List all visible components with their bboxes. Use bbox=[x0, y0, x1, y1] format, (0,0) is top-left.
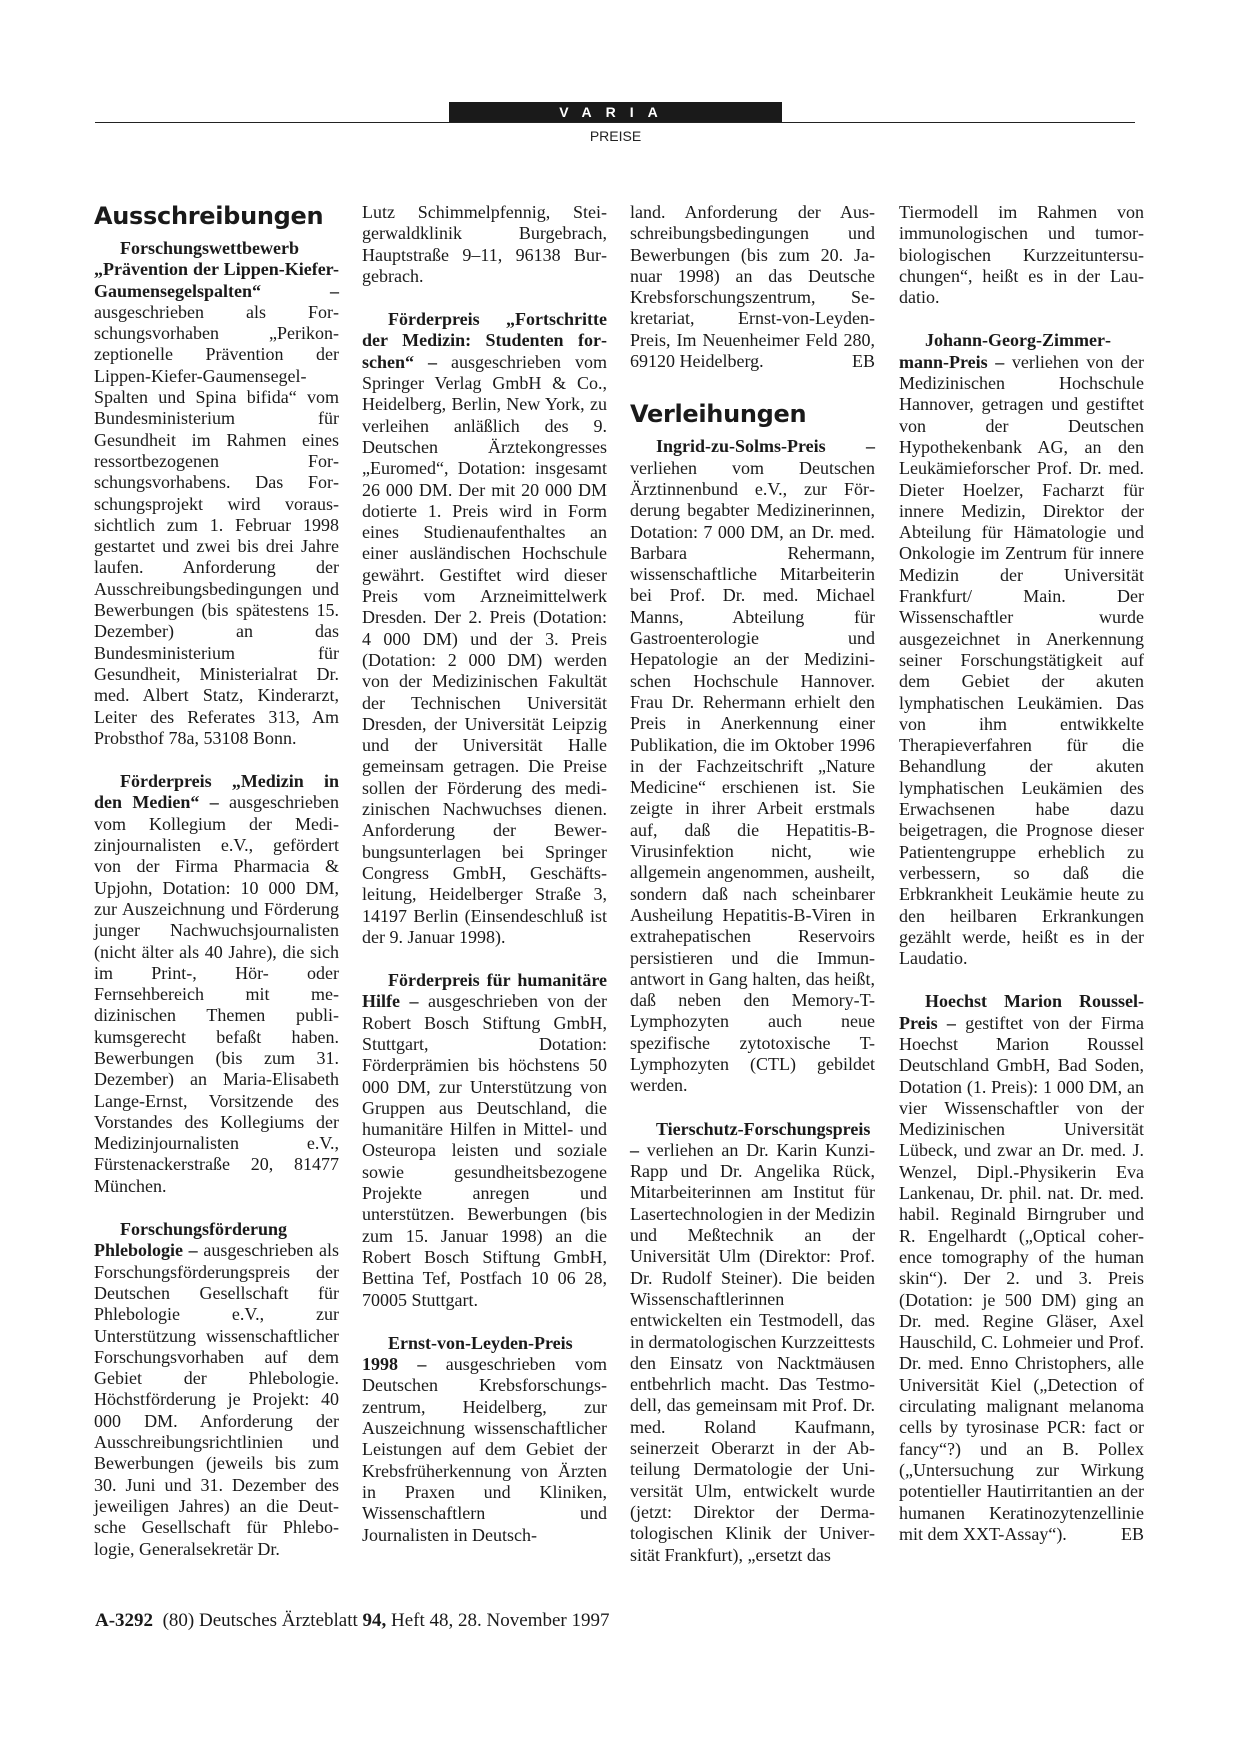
article-title: Forschungsförderung Phlebologie – bbox=[94, 1219, 288, 1261]
issue-date: Heft 48, 28. November 1997 bbox=[386, 1610, 610, 1631]
article-ernst-von-leyden bbox=[362, 1333, 607, 1546]
section-label: VARIA bbox=[449, 102, 782, 122]
article-body: ausgeschrieben als Forschungsförderungspreis der Deutschen Gesellschaft für Phlebologie e.V., zur Unterstützung wissenschaftlicher Forschungsvorhaben auf dem Gebiet der Phlebologie. Höchstförderung je Projekt: 40 000 DM. Anforderung der Ausschreibungsrichtlinien und Bewerbungen (jeweils bis zum 30. Juni und 31. Dezember des jeweiligen Jahres) an die Deutsche Gesellschaft für Phlebologie, Generalsekretär Dr. bbox=[94, 1240, 339, 1559]
article-zimmermann bbox=[899, 330, 1144, 969]
article-body: ausgeschrieben vom Springer Verlag GmbH & Co., Heidelberg, Berlin, New York, zu verleihen anläßlich des 9. Deutschen Ärztekongresses „Euromed“, Dotation: insgesamt 26 000 DM. Der mit 20 000 DM dotierte 1. Preis wird in Form eines Studienaufenthaltes an einer ausländischen Hochschule gewährt. Gestiftet wird dieser Preis vom Arzneimittelwerk Dresden. Der 2. Preis (Dotation: 4 000 DM) und der 3. Preis (Dotation: 2 000 DM) werden von der Medizinischen Fakultät der Technischen Universität Dresden, der Universität Leipzig und der Universität Halle gemeinsam getragen. Die Preise sollen der Förderung des medizinischen Nachwuchses dienen. Anforderung der Bewerbungsunterlagen bei Springer Congress GmbH, Geschäftsleitung, Heidelberger Straße 3, 14197 Berlin (Einsendeschluß ist der 9. Januar 1998). bbox=[362, 351, 607, 947]
column-1 bbox=[94, 202, 339, 1560]
page-code: A-3292 bbox=[95, 1610, 154, 1631]
page-footer bbox=[95, 1610, 610, 1632]
journal-name: (80) Deutsches Ärzteblatt bbox=[153, 1610, 363, 1631]
article-title: Johann-Georg-Zimmermann-Preis – bbox=[899, 330, 1111, 372]
column-4 bbox=[899, 202, 1144, 1545]
article-body: verliehen von der Medizinischen Hochschule Hannover, getragen und gestiftet von der Deutschen Hypothekenbank AG, an den Leukämieforscher Prof. Dr. med. Dieter Hoelzer, Facharzt für innere Medizin, Direktor der Abteilung für Hämatologie und Onkologie im Zentrum für innere Medizin der Universität Frankfurt/ Main. Der Wissenschaftler wurde ausgezeichnet in Anerkennung seiner Forschungstätigkeit auf dem Gebiet der akuten lymphatischen Leukämien. Das von ihm entwikkelte Therapieverfahren für die Behandlung der akuten lymphatischen Leukämien des Erwachsenen habe dazu beigetragen, die Prognose dieser Patientengruppe erheblich zu verbessern, so daß die Erbkrankheit Leukämie heute zu den heilbaren Erkrankungen gezählt werde, heißt es in der Laudatio. bbox=[899, 351, 1144, 969]
section-heading-verleihungen: Verleihungen bbox=[630, 400, 807, 429]
article-body: ausgeschrieben vom Deutschen Krebsforschungszentrum, Heidelberg, zur Auszeichnung wissenschaftlicher Leistungen auf dem Gebiet der Krebsfrüherkennung von Ärzten in Praxen und Kliniken, Wissenschaftlern und Journalisten in Deutsch- bbox=[362, 1354, 608, 1545]
column-3 bbox=[630, 202, 875, 1566]
article-hoechst-roussel bbox=[899, 991, 1144, 1545]
article-continuation: Tiermodell im Rahmen von immunologischen und tumorbiologischen Kurzzeituntersuchungen“, heißt es in der Laudatio. bbox=[899, 202, 1144, 308]
article-body: gestiftet von der Firma Hoechst Marion Roussel Deutschland GmbH, Bad Soden, Dotation (1. Preis): 1 000 DM, an vier Wissenschaftler von der Medizinischen Universität Lübeck, und zwar an Dr. med. J. Wenzel, Dipl.-Physikerin Eva Lankenau, Dr. phil. nat. Dr. med. habil. Reginald Birngruber und R. Engelhardt („Optical coherence tomography of the human skin“). Der 2. und 3. Preis (Dotation: je 500 DM) ging an Dr. med. Regine Gläser, Axel Hauschild, C. Lohmeier und Prof. Dr. med. Enno Christophers, alle Universität Kiel („Detection of circulating malignant melanoma cells by tyrosinase PCR: fact or fancy“?) und an B. Pollex („Untersuchung zur Wirkung potentieller Hautirritantien an der humanen Keratinozytenzellinie mit dem XXT-Assay“). bbox=[899, 1012, 1144, 1544]
article-body: verliehen an Dr. Karin Kunzi-Rapp und Dr. Angelika Rück, Mitarbeiterinnen am Institut für Lasertechnologien in der Medizin und Meßtechnik an der Universität Ulm (Direktor: Prof. Dr. Rudolf Steiner). Die beiden Wissenschaftlerinnen entwickelten ein Testmodell, das in dermatologischen Kurzzeittests den Einsatz von Nacktmäusen entbehrlich macht. Das Testmodell, das gemeinsam mit Prof. Dr. med. Roland Kaufmann, seinerzeit Oberarzt in der Abteilung Dermatologie der Universität Ulm, entwickelt wurde (jetzt: Direktor der Dermatologischen Klinik der Universität Frankfurt), „ersetzt das bbox=[630, 1139, 875, 1565]
article-title: Ingrid-zu-Solms-Preis – bbox=[656, 436, 875, 457]
author-signature: EB bbox=[1120, 1523, 1144, 1544]
subsection-label: PREISE bbox=[589, 128, 642, 144]
article-fortschritte bbox=[362, 309, 607, 948]
article-body: ausgeschrieben als Forschungsvorhaben „Perikonzeptionelle Prävention der Lippen-Kiefer-Gaumensegel-Spalten und Spina bifida“ vom Bundesministerium für Gesundheit im Rahmen eines ressortbezogenen Forschungsvorhabens. Das Forschungsprojekt wird voraussichtlich zum 1. Februar 1998 gestartet und zwei bis drei Jahre laufen. Anforderung der Ausschreibungsbedingungen und Bewerbungen (bis spätestens 15. Dezember) an das Bundesministerium für Gesundheit, Ministerialrat Dr. med. Albert Statz, Kinderarzt, Leiter des Referates 313, Am Probsthof 78a, 53108 Bonn. bbox=[94, 301, 339, 748]
article-title: Förderpreis „Medizin in den Medien“ – bbox=[94, 771, 339, 813]
article-humanitaere-hilfe bbox=[362, 970, 607, 1311]
article-body: ausgeschrieben vom Kollegium der Medizinjournalisten e.V., gefördert von der Firma Pharmacia & Upjohn, Dotation: 10 000 DM, zur Auszeichnung und Förderung junger Nachwuchsjournalisten (nicht älter als 40 Jahre), die sich im Print-, Hör- oder Fernsehbereich mit medizinischen Themen publikumsgerecht befaßt haben. Bewerbungen (bis zum 31. Dezember) an Maria-Elisabeth Lange-Ernst, Vorsitzende des Vorstandes des Kollegiums der Medizinjournalisten e.V., Fürstenackerstraße 20, 81477 München. bbox=[94, 792, 339, 1196]
article-ingrid-zu-solms bbox=[630, 436, 875, 1096]
author-signature: EB bbox=[851, 351, 875, 372]
article-phlebologie bbox=[94, 1219, 339, 1560]
section-heading-ausschreibungen: Ausschreibungen bbox=[94, 202, 324, 230]
article-title: Förderpreis „Fortschritte der Medizin: Studenten forschen“ – bbox=[362, 309, 607, 372]
article-continuation: Lutz Schimmelpfennig, Steigerwaldklinik Burgebrach, Hauptstraße 9–11, 96138 Burgebrach. bbox=[362, 202, 607, 286]
header-rule bbox=[95, 122, 1135, 123]
column-2 bbox=[362, 202, 607, 1546]
article-title: Forschungswettbewerb „Prävention der Lippen-Kiefer-Gaumensegelspalten“ – bbox=[94, 238, 339, 301]
article-continuation bbox=[630, 202, 875, 372]
article-praevention bbox=[94, 238, 339, 749]
article-title: Tierschutz-Forschungspreis – bbox=[630, 1118, 871, 1160]
article-title: Hoechst Marion Roussel-Preis – bbox=[899, 991, 1144, 1033]
article-tierschutz bbox=[630, 1119, 875, 1566]
article-title: Ernst-von-Leyden-Preis 1998 – bbox=[362, 1332, 573, 1375]
article-body: ausgeschrieben von der Robert Bosch Stiftung GmbH, Stuttgart, Dotation: Förderprämien bis höchstens 50 000 DM, zur Unterstützung von Gruppen aus Deutschland, die humanitäre Hilfen in Mittel- und Osteuropa leisten und soziale sowie gesundheitsbezogene Projekte anregen und unterstützen. Bewerbungen (bis zum 15. Januar 1998) an die Robert Bosch Stiftung GmbH, Bettina Tef, Postfach 10 06 28, 70005 Stuttgart. bbox=[362, 991, 607, 1310]
article-title: Förderpreis für humanitäre Hilfe – bbox=[362, 970, 607, 1012]
article-body: land. Anforderung der Ausschreibungsbedingungen und Bewerbungen (bis zum 20. Januar 1998) an das Deutsche Krebsforschungszentrum, Sekretariat, Ernst-von-Leyden-Preis, Im Neuenheimer Feld 280, 69120 Heidelberg. bbox=[630, 202, 875, 372]
article-medizin-medien bbox=[94, 771, 339, 1197]
article-body: verliehen vom Deutschen Ärztinnenbund e.V., zur Förderung begabter Medizinerinnen, Dotation: 7 000 DM, an Dr. med. Barbara Rehermann, wissenschaftliche Mitarbeiterin bei Prof. Dr. med. Michael Manns, Abteilung für Gastroenterologie und Hepatologie an der Medizinischen Hochschule Hannover. Frau Dr. Rehermann erhielt den Preis in Anerkennung einer Publikation, die im Oktober 1996 in der Fachzeitschrift „Nature Medicine“ erschienen ist. Sie zeigte in ihrer Arbeit erstmals auf, daß die Hepatitis-B-Virusinfektion nicht, wie allgemein angenommen, ausheilt, sondern daß nach scheinbarer Ausheilung Hepatitis-B-Viren in extrahepatischen Reservoirs persistieren und die Immunantwort in Gang halten, das heißt, daß neben den Memory-T-Lymphozyten auch neue spezifische zytotoxische T-Lymphozyten (CTL) gebildet werden. bbox=[630, 457, 875, 1096]
journal-volume: 94, bbox=[362, 1610, 387, 1631]
